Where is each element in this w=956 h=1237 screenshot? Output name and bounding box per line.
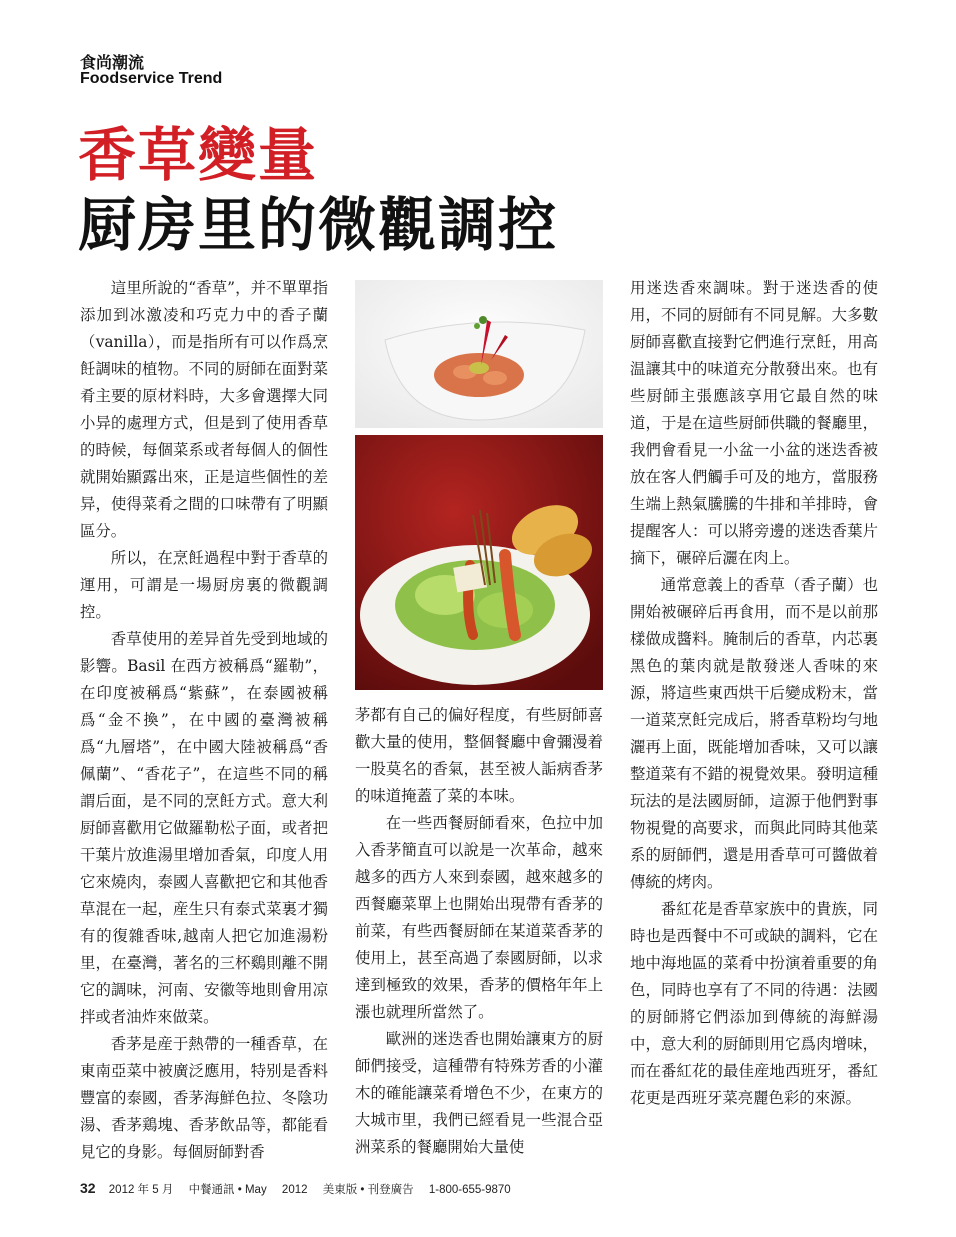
page-number: 32 — [80, 1180, 96, 1196]
text-column-3 — [630, 275, 878, 1112]
shrimp-salad-photo — [355, 435, 603, 690]
phone-number: 1-800-655-9870 — [428, 1184, 511, 1196]
paragraph: 香茅是産于熱帶的一種香草，在東南亞菜中被廣泛應用，特别是香料豐富的泰國，香茅海鮮色拉、冬陰功湯、香茅鶏塊、香茅飲品等，都能看見它的身影。每個厨師對香 — [80, 1035, 328, 1161]
paragraph: 這里所說的“香草”，并不單單指添加到冰激凌和巧克力中的香子蘭（vanilla），而是指所有可以作爲烹飪調味的植物。不同的厨師在面對菜肴主要的原材料時，大多會選擇大同小异的處理方式，但是到了使用香草的時候，每個菜系或者每個人的個性就開始顯露出來，正是這些個性的差异，使得菜肴之間的口味帶有了明顯區分。 — [80, 279, 328, 540]
page-footer — [80, 1180, 511, 1197]
text-column-1 — [80, 275, 328, 1166]
paragraph: 所以，在烹飪過程中對于香草的運用，可謂是一場厨房裏的微觀調控。 — [80, 549, 328, 621]
section-label-english: Foodservice Trend — [80, 70, 223, 87]
paragraph: 香草使用的差异首先受到地域的影響。Basil 在西方被稱爲“羅勒”，在印度被稱爲“紫蘇”，在泰國被稱爲“金不換”，在中國的臺灣被稱爲“九層塔”，在中國大陸被稱爲“香佩蘭”、“香花子”，在這些不同的稱謂后面，是不同的烹飪方式。意大利厨師喜歡用它做羅勒松子面，或者把干葉片放進湯里增加香氣，印度人用它來燒肉，泰國人喜歡把它和其他香草混在一起，産生只有泰式菜裏才獨有的復雜香味,越南人把它加進湯粉里，在臺灣，著名的三杯鷄則離不開它的調味，河南、安徽等地則會用凉拌或者油炸來做菜。 — [80, 630, 328, 1026]
text-column-2 — [355, 702, 603, 1161]
paragraph: 通常意義上的香草（香子蘭）也開始被碾碎后再食用，而不是以前那樣做成醬料。腌制后的香草，内芯裏黑色的葉肉就是散發迷人香味的來源，將這些東西烘干后變成粉末，當一道菜烹飪完成后，將香草粉均勻地灑再上面，既能增加香味，又可以讓整道菜有不錯的視覺效果。發明這種玩法的是法國厨師，這源于他們對事物視覺的高要求，而與此同時其他菜系的厨師們，還是用香草可可醬做着傳統的烤肉。 — [630, 576, 878, 891]
paragraph: 用迷迭香來調味。對于迷迭香的使用，不同的厨師有不同見解。大多數厨師喜歡直接對它們進行烹飪，用高温讓其中的味道充分散發出來。也有些厨師主張應該享用它最自然的味道，于是在這些厨師供職的餐廳里，我們會看見一小盆一小盆的迷迭香被放在客人們觸手可及的地方，當服務生端上熱氣騰騰的牛排和羊排時，會提醒客人：可以將旁邊的迷迭香葉片摘下，碾碎后灑在肉上。 — [630, 279, 878, 567]
issue-year: 2012 — [281, 1184, 308, 1196]
paragraph: 番紅花是香草家族中的貴族，同時也是西餐中不可或缺的調料，它在地中海地區的菜肴中扮演着重要的角色，同時也享有了不同的待遇：法國的厨師將它們添加到傳統的海鮮湯中，意大利的厨師則用它爲肉增味，而在番紅花的最佳産地西班牙，番紅花更是西班牙菜亮麗色彩的來源。 — [630, 900, 878, 1107]
article-title-line2: 厨房里的微觀調控 — [78, 191, 559, 259]
magazine-name: 中餐通訊 • May — [188, 1184, 267, 1196]
article-title-line1: 香草變量 — [78, 121, 319, 189]
edition-label: 美東版 • 刊登廣告 — [322, 1184, 414, 1196]
section-label-chinese: 食尚潮流 — [80, 53, 145, 72]
paragraph: 歐洲的迷迭香也開始讓東方的厨師們接受，這種帶有特殊芳香的小灌木的確能讓菜肴增色不少，在東方的大城市里，我們已經看見一些混合亞洲菜系的餐廳開始大量使 — [355, 1030, 603, 1156]
paragraph: 在一些西餐厨師看來，色拉中加入香茅簡直可以說是一次革命，越來越多的西方人來到泰國，越來越多的西餐廳菜單上也開始出現帶有香茅的前菜，有些西餐厨師在某道菜香茅的使用上，甚至高過了泰國厨師，以求達到極致的效果，香茅的價格年年上漲也就理所當然了。 — [355, 814, 603, 1021]
shrimp-bowl-photo — [355, 280, 603, 428]
paragraph: 茅都有自己的偏好程度，有些厨師喜歡大量的使用，整個餐廳中會彌漫着一股莫名的香氣，甚至被人詬病香茅的味道掩蓋了菜的本味。 — [355, 706, 603, 805]
issue-date: 2012 年 5 月 — [108, 1184, 174, 1196]
